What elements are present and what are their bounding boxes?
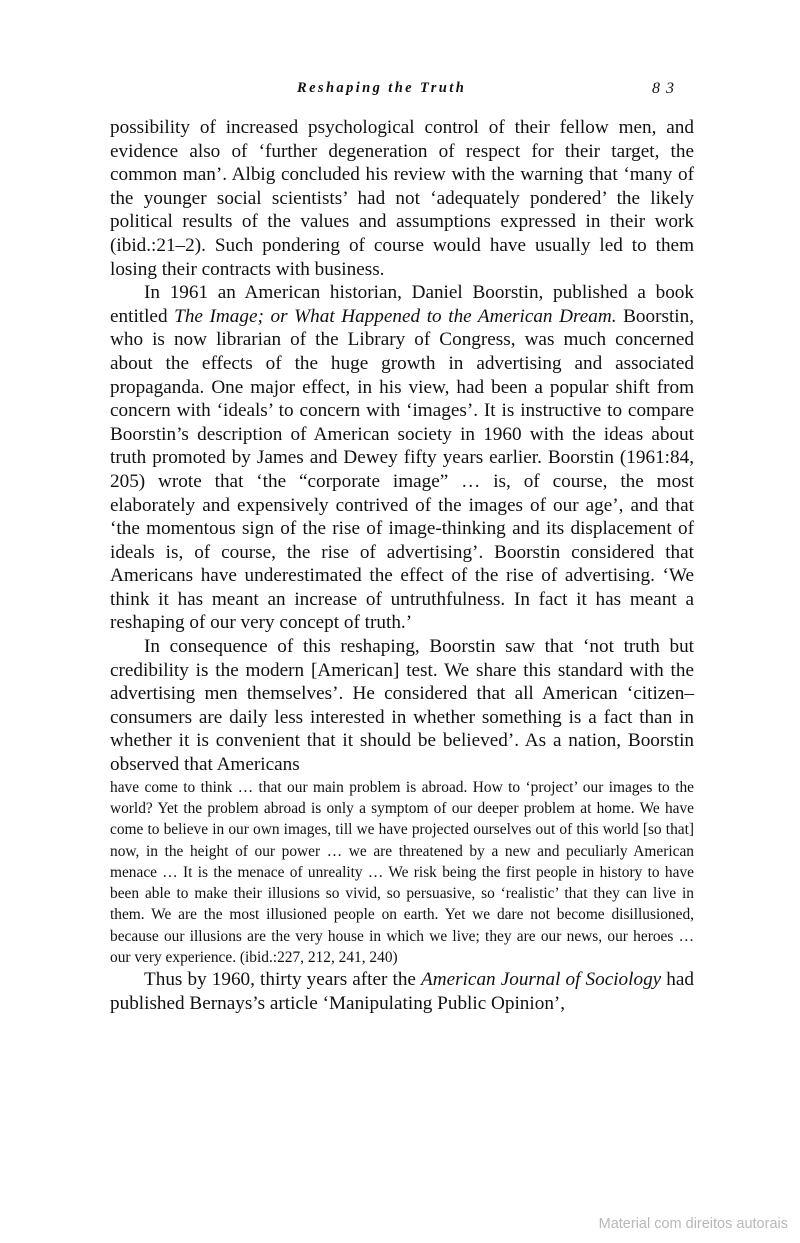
paragraph-4-text-a: Thus by 1960, thirty years after the bbox=[144, 969, 422, 991]
paragraph-3: In consequence of this reshaping, Boorstin saw that ‘not truth but credibility is the modern [American] test. We share this standard with the advertising men themselves’. He considered that all American ‘citizen–consumers are daily less interested in whether something is a fact than in whether it is convenient that it should be believed’. As a nation, Boorstin observed that Americans bbox=[110, 636, 694, 776]
paragraph-2 bbox=[110, 281, 694, 635]
paragraph-2-text-a: In 1961 an American historian, Daniel Boorstin, published a book entitled bbox=[110, 282, 694, 327]
watermark: Material com direitos autorais bbox=[598, 1216, 788, 1232]
paragraph-1: possibility of increased psychological control of their fellow men, and evidence also of ‘further degeneration of respect for their target, the common man’. Albig concluded his review with the warning that ‘many of the younger social scientists’ had not ‘adequately pondered’ the likely political results of the values and assumptions expressed in their work (ibid.:21–2). Such pondering of course would have usually led to them losing their contracts with business. bbox=[110, 117, 694, 280]
running-head bbox=[110, 80, 700, 104]
page-number: 83 bbox=[652, 80, 680, 97]
running-title: Reshaping the Truth bbox=[297, 80, 467, 96]
paragraph-2-text-b: Boorstin, who is now librarian of the Library of Congress, was much concerned about the effects of the huge growth in advertising and associated propaganda. One major effect, in his view, had been a popular shift from concern with ‘ideals’ to concern with ‘images’. It is instructive to compare Boorstin’s description of American society in 1960 with the ideas about truth promoted by James and Dewey fifty years earlier. Boorstin (1961:84, 205) wrote that ‘the “corporate image” … is, of course, the most elaborately and expensively contrived of the images of our age’, and that ‘the momentous sign of the rise of image-thinking and its displacement of ideals is, of course, the rise of advertising’. Boorstin considered that Americans have underestimated the effect of the rise of advertising. ‘We think it has meant an increase of untruthfulness. In fact it has meant a reshaping of our very concept of truth.’ bbox=[110, 305, 694, 634]
paragraph-4-text-b: had published Bernays’s article ‘Manipulating Public Opinion’, bbox=[110, 969, 694, 1014]
body-text bbox=[110, 116, 694, 1015]
book-title: The Image; or What Happened to the American Dream. bbox=[174, 305, 617, 327]
block-quote: have come to think … that our main problem is abroad. How to ‘project’ our images to the world? Yet the problem abroad is only a symptom of our deeper problem at home. We have come to believe in our own images, till we have projected ourselves out of this world [so that] now, in the height of our power … we are threatened by a new and peculiarly American menace … It is the menace of unreality … We risk being the first people in history to have been able to make their illusions so vivid, so persuasive, so ‘realistic’ that they can live in them. We are the most illusioned people on earth. Yet we dare not become disillusioned, because our illusions are the very house in which we live; they are our news, our heroes … our very experience. (ibid.:227, 212, 241, 240) bbox=[110, 778, 694, 966]
journal-title: American Journal of Sociology bbox=[421, 969, 662, 991]
paragraph-4 bbox=[110, 968, 694, 1015]
